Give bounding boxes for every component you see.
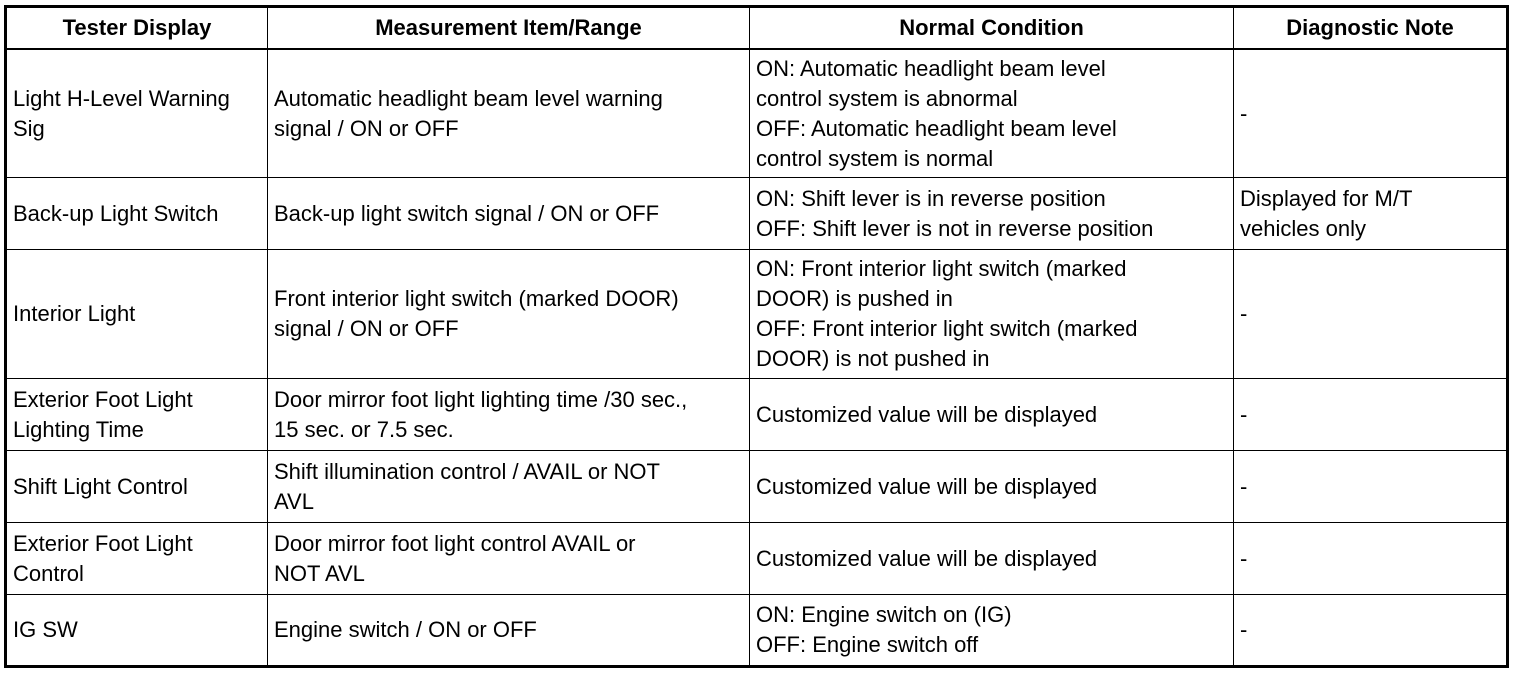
normal-condition-cell (750, 523, 1234, 595)
cell-text-line: Interior Light (13, 301, 136, 326)
tester-display-cell (6, 178, 268, 250)
cell-text-line: - (1240, 473, 1248, 499)
diagnostic-data-table (4, 5, 1509, 668)
diagnostic-note-cell (1234, 250, 1508, 379)
measurement-cell (268, 250, 750, 379)
cell-text-line: ON: Shift lever is in reverse position (756, 185, 1106, 211)
cell-text-line: Shift illumination control / AVAIL or NOT (274, 458, 660, 484)
cell-text-line: Customized value will be displayed (756, 473, 1098, 499)
normal-condition-cell (750, 49, 1234, 178)
measurement-cell (268, 178, 750, 250)
normal-condition-cell (750, 178, 1234, 250)
cell-text-line: Automatic headlight beam level warning (274, 85, 663, 111)
diagnostic-note-cell (1234, 379, 1508, 451)
normal-condition-cell (750, 379, 1234, 451)
table-row (6, 49, 1508, 178)
table-row (6, 523, 1508, 595)
header-tester-display: Tester Display (6, 7, 268, 50)
normal-condition-cell (750, 451, 1234, 523)
cell-text-line: Door mirror foot light control AVAIL or (274, 530, 636, 556)
cell-text-line: OFF: Engine switch off (756, 632, 979, 657)
header-row (6, 7, 1508, 50)
cell-text-line: OFF: Shift lever is not in reverse position (756, 215, 1154, 241)
cell-text-line: control system is abnormal (756, 85, 1018, 111)
cell-text-line: OFF: Front interior light switch (marked (756, 316, 1138, 341)
cell-text-line: AVL (274, 488, 314, 514)
table-row (6, 451, 1508, 523)
measurement-cell (268, 523, 750, 595)
cell-text-line: - (1240, 545, 1248, 571)
cell-text-line: ON: Engine switch on (IG) (756, 602, 1012, 627)
cell-text-line: 15 sec. or 7.5 sec. (274, 416, 454, 442)
cell-text-line: Customized value will be displayed (756, 545, 1098, 571)
cell-text-line: Customized value will be displayed (756, 401, 1098, 427)
cell-text-line: Control (13, 560, 84, 586)
header-diagnostic-note: Diagnostic Note (1234, 7, 1508, 50)
tester-display-cell (6, 523, 268, 595)
table-row (6, 379, 1508, 451)
cell-text-line: Door mirror foot light lighting time /30 sec., (274, 386, 688, 412)
diagnostic-note-cell (1234, 178, 1508, 250)
cell-text-line: signal / ON or OFF (274, 115, 459, 141)
cell-text-line: Back-up light switch signal / ON or OFF (274, 200, 660, 226)
cell-text-line: vehicles only (1240, 215, 1366, 241)
normal-condition-cell (750, 595, 1234, 667)
table-row (6, 178, 1508, 250)
cell-text-line: - (1240, 100, 1248, 126)
cell-text-line: - (1240, 617, 1248, 642)
diagnostic-note-cell (1234, 451, 1508, 523)
cell-text-line: - (1240, 301, 1248, 326)
tester-display-cell (6, 49, 268, 178)
tester-display-cell (6, 451, 268, 523)
cell-text-line: Engine switch / ON or OFF (274, 617, 537, 642)
tester-display-cell (6, 250, 268, 379)
measurement-cell (268, 49, 750, 178)
cell-text-line: NOT AVL (274, 560, 365, 586)
tester-display-cell (6, 595, 268, 667)
cell-text-line: Exterior Foot Light (13, 386, 193, 412)
diagnostic-note-cell (1234, 523, 1508, 595)
cell-text-line: Exterior Foot Light (13, 530, 193, 556)
cell-text-line: control system is normal (756, 145, 994, 171)
measurement-cell (268, 379, 750, 451)
tester-display-cell (6, 379, 268, 451)
cell-text-line: OFF: Automatic headlight beam level (756, 115, 1117, 141)
cell-text-line: ON: Automatic headlight beam level (756, 55, 1106, 81)
diagnostic-note-cell (1234, 595, 1508, 667)
cell-text-line: DOOR) is pushed in (756, 286, 953, 311)
cell-text-line: DOOR) is not pushed in (756, 346, 990, 371)
cell-text-line: Shift Light Control (13, 473, 188, 499)
cell-text-line: Back-up Light Switch (13, 200, 219, 226)
cell-text-line: Displayed for M/T (1240, 185, 1413, 211)
header-normal-condition: Normal Condition (750, 7, 1234, 50)
table-header (6, 7, 1508, 50)
table-row (6, 250, 1508, 379)
measurement-cell (268, 451, 750, 523)
cell-text-line: ON: Front interior light switch (marked (756, 256, 1127, 281)
header-measurement-item-range: Measurement Item/Range (268, 7, 750, 50)
cell-text-line: Light H-Level Warning (13, 85, 230, 111)
cell-text-line: Front interior light switch (marked DOOR) (274, 286, 679, 311)
cell-text-line: signal / ON or OFF (274, 316, 459, 341)
measurement-cell (268, 595, 750, 667)
table-row (6, 595, 1508, 667)
table-body (6, 49, 1508, 667)
cell-text-line: IG SW (13, 617, 78, 642)
diagnostic-note-cell (1234, 49, 1508, 178)
diagnostic-table-container (4, 5, 1509, 668)
cell-text-line: Sig (13, 115, 45, 141)
normal-condition-cell (750, 250, 1234, 379)
cell-text-line: Lighting Time (13, 416, 144, 442)
cell-text-line: - (1240, 401, 1248, 427)
